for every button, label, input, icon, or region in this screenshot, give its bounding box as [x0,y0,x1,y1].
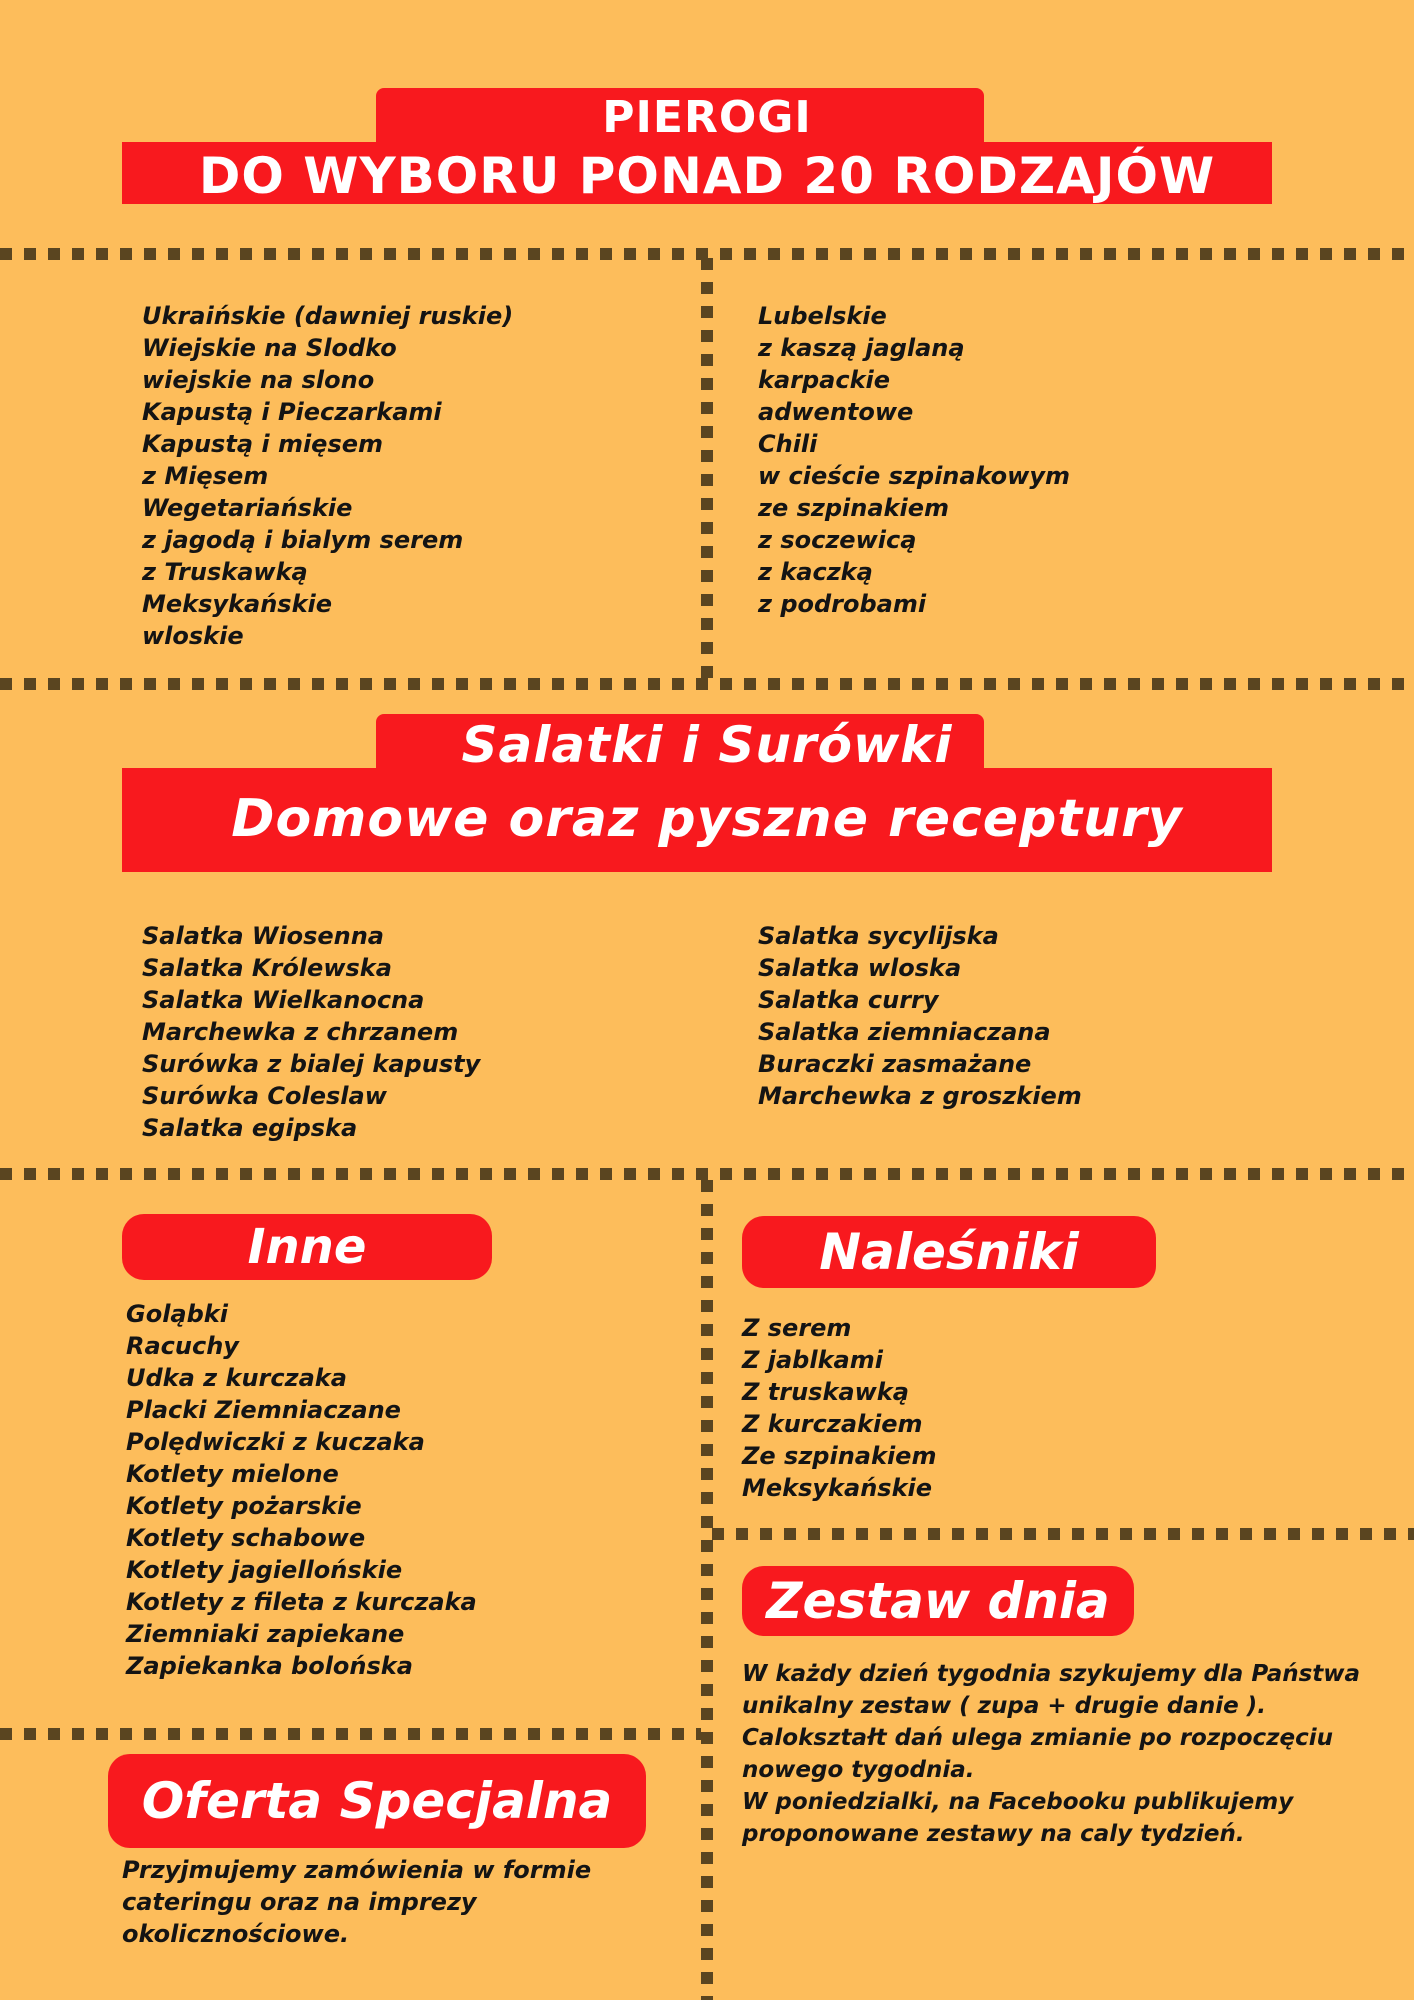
list-item: wloskie [142,622,244,650]
list-item: Kotlety pożarskie [126,1492,362,1520]
list-item: Goląbki [126,1300,228,1328]
list-item: Ukraińskie (dawniej ruskie) [142,302,514,330]
list-item: karpackie [758,366,891,394]
nalesniki-list [742,1312,936,1504]
list-item: Salatka Wiosenna [142,922,385,950]
list-item: wiejskie na slono [142,366,375,394]
list-item: Meksykańskie [142,590,333,618]
list-item: Ziemniaki zapiekane [126,1620,405,1648]
list-item: Wiejskie na Slodko [142,334,397,362]
list-item: Zapiekanka bolońska [126,1652,413,1680]
zestaw-line: W każdy dzień tygodnia szykujemy dla Państwa [742,1661,1361,1687]
list-item: Kapustą i mięsem [142,430,384,458]
pierogi-title: PIEROGI [602,92,812,143]
list-item: Kotlety schabowe [126,1524,366,1552]
zestaw-line: nowego tygodnia. [742,1757,975,1783]
zestaw-line: unikalny zestaw ( zupa + drugie danie ). [742,1693,1266,1719]
list-item: Udka z kurczaka [126,1364,347,1392]
list-item: Buraczki zasmażane [758,1050,1032,1078]
separator-inne-bottom [0,1728,701,1740]
oferta-line: okolicznościowe. [122,1920,350,1948]
oferta-description [122,1854,591,1950]
salatki-left-list [142,920,480,1144]
separator-salatki-bottom [0,1168,1414,1180]
list-item: Salatka Królewska [142,954,392,982]
list-item: Z jablkami [742,1346,883,1374]
nalesniki-title: Naleśniki [819,1223,1079,1281]
list-item: z jagodą i bialym serem [142,526,464,554]
zestaw-line: proponowane zestawy na caly tydzień. [742,1821,1245,1847]
list-item: Salatka wloska [758,954,962,982]
list-item: Salatka sycylijska [758,922,999,950]
list-item: Placki Ziemniaczane [126,1396,401,1424]
salatki-subtitle: Domowe oraz pyszne receptury [231,789,1183,849]
list-item: w cieście szpinakowym [758,462,1070,490]
pierogi-subtitle: DO WYBORU PONAD 20 RODZAJÓW [198,147,1216,205]
list-item: z podrobami [758,590,927,618]
list-item: Salatka Wielkanocna [142,986,425,1014]
salatki-title: Salatki i Surówki [461,716,953,774]
list-item: Marchewka z groszkiem [758,1082,1082,1110]
list-item: z kaczką [758,558,873,586]
oferta-line: cateringu oraz na imprezy [122,1888,477,1916]
list-item: Racuchy [126,1332,239,1360]
list-item: Z serem [742,1314,852,1342]
separator-pierogi-bottom [0,678,1414,690]
list-item: Salatka ziemniaczana [758,1018,1051,1046]
list-item: Salatka egipska [142,1114,358,1142]
separator-lower-vertical [701,1180,713,2000]
list-item: adwentowe [758,398,914,426]
oferta-title: Oferta Specjalna [141,1772,613,1830]
list-item: Surówka z bialej kapusty [142,1050,481,1078]
list-item: Z kurczakiem [742,1410,923,1438]
salatki-right-list [758,920,1082,1112]
list-item: Z truskawką [742,1378,909,1406]
zestaw-line: Calokształt dań ulega zmianie po rozpoczęciu [742,1725,1334,1751]
list-item: Wegetariańskie [142,494,353,522]
zestaw-line: W poniedzialki, na Facebooku publikujemy [742,1789,1294,1815]
list-item: Chili [758,430,818,458]
list-item: Marchewka z chrzanem [142,1018,459,1046]
pierogi-left-list [142,300,513,652]
list-item: Surówka Coleslaw [142,1082,387,1110]
list-item: Kotlety jagiellońskie [126,1556,403,1584]
oferta-line: Przyjmujemy zamówienia w formie [122,1856,592,1884]
zestaw-title: Zestaw dnia [766,1572,1110,1630]
list-item: ze szpinakiem [758,494,950,522]
list-item: Kotlety z fileta z kurczaka [126,1588,477,1616]
separator-pierogi-vertical [701,258,713,678]
list-item: z Mięsem [142,462,269,490]
list-item: Ze szpinakiem [742,1442,937,1470]
list-item: Polędwiczki z kuczaka [126,1428,425,1456]
separator-nalesniki-bottom [712,1528,1414,1540]
pierogi-right-list [758,300,1070,620]
inne-title: Inne [247,1219,367,1275]
list-item: Lubelskie [758,302,887,330]
list-item: Kotlety mielone [126,1460,339,1488]
zestaw-description [742,1658,1360,1850]
inne-list [126,1298,477,1682]
list-item: Salatka curry [758,986,939,1014]
list-item: z Truskawką [142,558,308,586]
list-item: z kaszą jaglaną [758,334,965,362]
list-item: Meksykańskie [742,1474,933,1502]
list-item: z soczewicą [758,526,917,554]
list-item: Kapustą i Pieczarkami [142,398,442,426]
